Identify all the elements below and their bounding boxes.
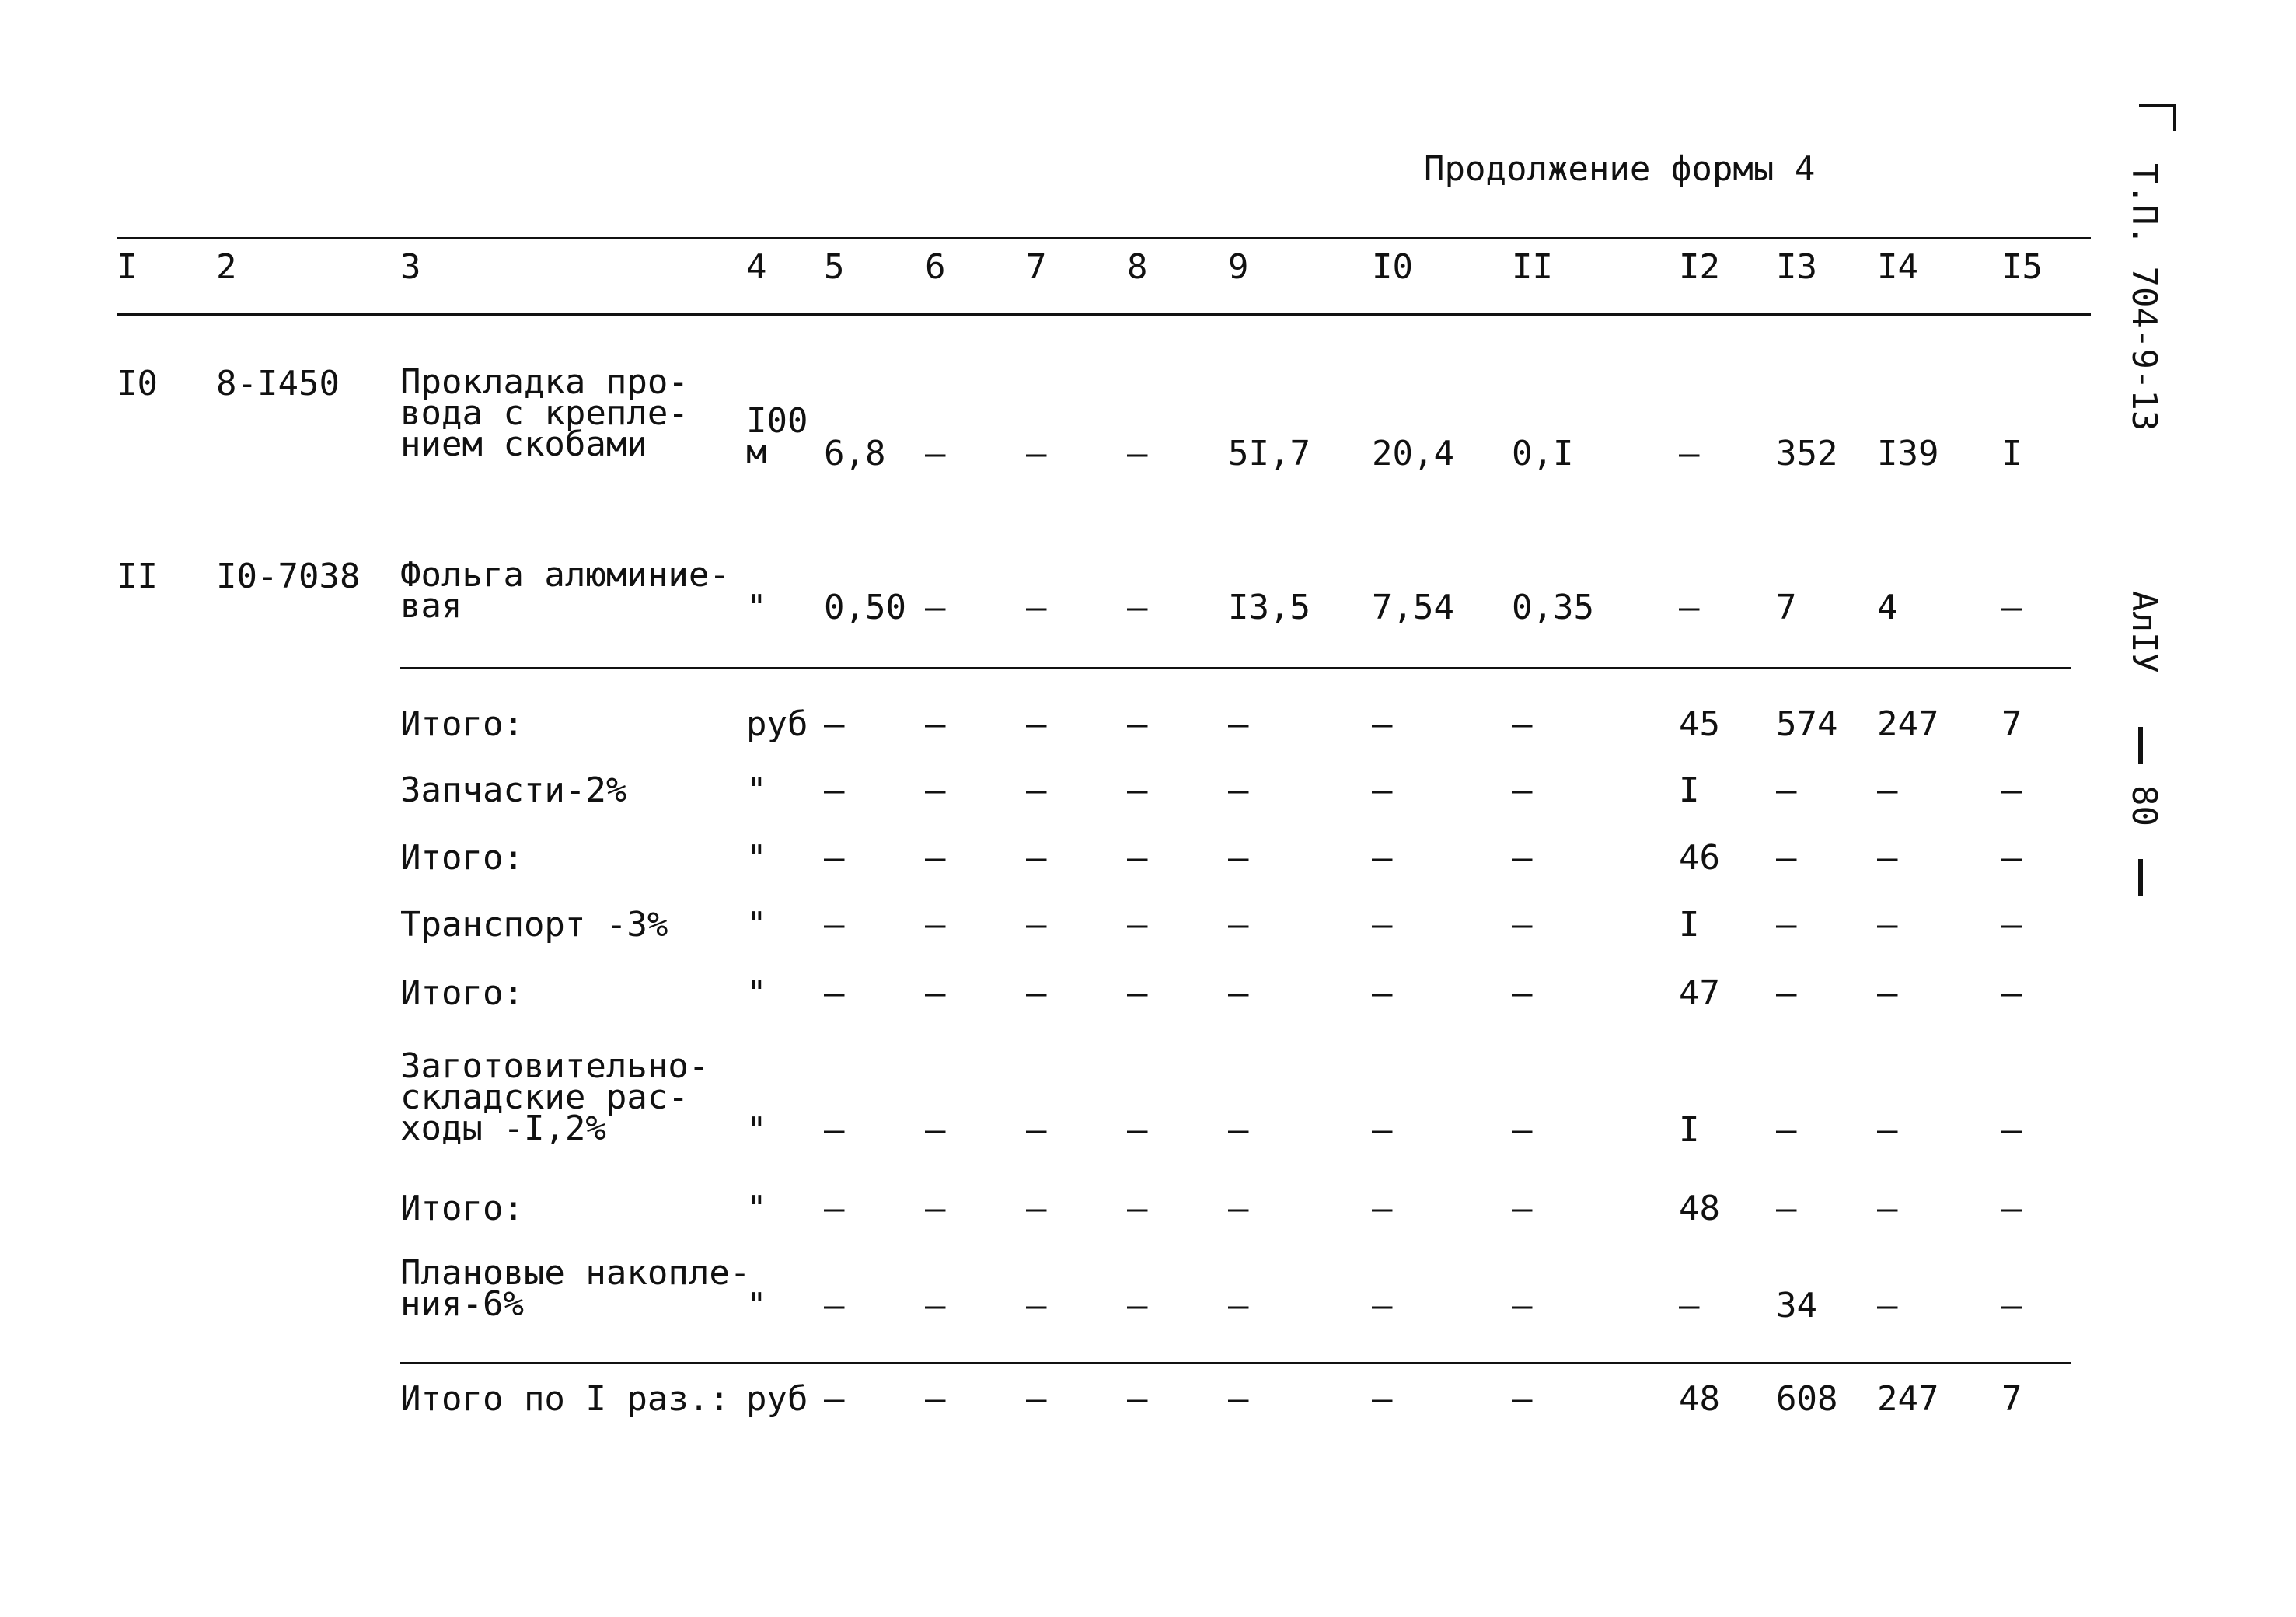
table-cell: – [1127,838,1148,878]
table-cell: – [1776,973,1797,1013]
table-cell: Итого: [400,838,524,878]
table-cell: – [1372,838,1393,878]
table-cell: Заготовительно- складские рас- ходы -I,2% [400,1046,710,1148]
doc-code-label: Т.П. 704-9-13 [2124,163,2164,431]
table-cell: – [925,704,946,744]
table-cell: – [1776,905,1797,945]
table-cell: – [925,1189,946,1228]
form-heading: Продолжение формы 4 [1424,149,1816,189]
table-cell: 0,35 [1512,588,1594,627]
table-cell: I00 м [746,401,808,472]
totals-rule [400,1362,2071,1364]
table-cell: " [746,588,767,627]
table-cell: – [1512,1286,1533,1325]
table-cell: – [1127,1379,1148,1419]
table-cell: – [1776,770,1797,810]
column-header: 7 [1026,247,1047,287]
table-cell: – [1228,973,1249,1013]
table-cell: 48 [1679,1189,1720,1228]
table-cell: Итого: [400,704,524,744]
table-cell: 608 [1776,1379,1838,1419]
table-cell: 47 [1679,973,1720,1013]
table-cell: – [1127,588,1148,627]
table-cell: – [1127,1286,1148,1325]
table-cell: Плановые накопле- ния-6% [400,1253,751,1324]
table-cell: – [1877,1110,1898,1150]
table-cell: I [1679,770,1700,810]
table-cell: I0-7038 [216,557,361,596]
table-cell: – [1877,905,1898,945]
table-cell: – [1372,1110,1393,1150]
table-cell: – [1026,1379,1047,1419]
page-dash-top [2138,727,2143,764]
table-cell: 352 [1776,434,1838,473]
table-cell: Фольга алюминие- вая [400,555,730,626]
table-cell: – [925,1286,946,1325]
table-cell: – [824,1379,845,1419]
table-cell: – [1512,770,1533,810]
column-header: 2 [216,247,237,287]
table-cell: II [117,557,158,596]
table-cell: – [925,588,946,627]
table-cell: Итого: [400,973,524,1013]
table-cell: Итого по I раз.: [400,1379,730,1419]
table-cell: I3,5 [1228,588,1310,627]
table-cell: 0,50 [824,588,906,627]
table-cell: – [925,838,946,878]
table-cell: I0 [117,364,158,403]
table-cell: – [1026,905,1047,945]
table-cell: – [824,770,845,810]
table-cell: I [1679,905,1700,945]
table-cell: " [746,838,767,878]
column-header: 9 [1228,247,1249,287]
column-header: I [117,247,138,287]
table-cell: – [1026,1110,1047,1150]
table-cell: – [1127,905,1148,945]
table-cell: – [1679,434,1700,473]
table-cell: – [1776,838,1797,878]
table-cell: – [824,704,845,744]
table-cell: " [746,973,767,1013]
table-cell: 7 [1776,588,1797,627]
table-cell: – [2001,838,2022,878]
table-cell: – [1372,770,1393,810]
table-cell: – [1026,1286,1047,1325]
column-header: I3 [1776,247,1817,287]
column-header: I2 [1679,247,1720,287]
table-cell: 247 [1877,704,1939,744]
table-cell: – [1512,1189,1533,1228]
table-cell: – [1512,838,1533,878]
table-cell: – [1026,973,1047,1013]
page-number: 80 [2124,785,2164,826]
table-cell: – [1512,1110,1533,1150]
table-cell: – [1026,770,1047,810]
column-header: 6 [925,247,946,287]
table-cell: 8-I450 [216,364,340,403]
column-header: 4 [746,247,767,287]
table-cell: – [925,905,946,945]
table-cell: – [1127,434,1148,473]
table-cell: – [925,1379,946,1419]
table-cell: – [1228,1379,1249,1419]
table-cell: – [925,770,946,810]
table-cell: – [1127,1189,1148,1228]
table-cell: 7 [2001,1379,2022,1419]
table-cell: 574 [1776,704,1838,744]
table-cell: руб [746,704,808,744]
table-cell: Итого: [400,1189,524,1228]
table-cell: – [824,1110,845,1150]
table-cell: Транспорт -3% [400,905,668,945]
table-cell: 7 [2001,704,2022,744]
table-cell: 5I,7 [1228,434,1310,473]
table-cell: – [824,1189,845,1228]
table-cell: – [925,434,946,473]
table-cell: – [1372,1286,1393,1325]
column-header: 5 [824,247,845,287]
header-top-rule [117,237,2091,239]
table-cell: – [1127,973,1148,1013]
table-cell: 34 [1776,1286,1817,1325]
table-cell: – [1127,770,1148,810]
table-cell: 48 [1679,1379,1720,1419]
table-cell: – [1127,1110,1148,1150]
table-cell: 7,54 [1372,588,1454,627]
table-cell: – [1372,973,1393,1013]
positions-end-rule [400,667,2071,669]
column-header: 8 [1127,247,1148,287]
table-cell: – [1776,1110,1797,1150]
table-cell: " [746,905,767,945]
table-cell: – [1228,1286,1249,1325]
table-cell: – [1026,704,1047,744]
table-cell: – [1877,1189,1898,1228]
table-cell: Прокладка про- вода с крепле- нием скобами [400,362,689,464]
table-cell: – [824,838,845,878]
table-cell: 247 [1877,1379,1939,1419]
column-header: I4 [1877,247,1918,287]
table-cell: – [1512,704,1533,744]
table-cell: – [2001,1189,2022,1228]
table-cell: I [2001,434,2022,473]
table-cell: – [2001,905,2022,945]
table-cell: – [1026,588,1047,627]
table-cell: – [1228,704,1249,744]
header-bottom-rule [117,313,2091,316]
table-cell: – [925,1110,946,1150]
table-cell: – [1228,770,1249,810]
table-cell: – [1679,1286,1700,1325]
table-cell: – [1776,1189,1797,1228]
table-cell: – [2001,973,2022,1013]
table-cell: Запчасти-2% [400,770,627,810]
table-cell: – [1228,1110,1249,1150]
table-cell: – [1877,770,1898,810]
table-cell: – [1512,973,1533,1013]
table-cell: руб [746,1379,808,1419]
table-cell: – [2001,1110,2022,1150]
table-cell: – [1877,1286,1898,1325]
table-cell: – [1372,1189,1393,1228]
table-cell: I [1679,1110,1700,1150]
table-cell: " [746,1189,767,1228]
table-cell: 0,I [1512,434,1574,473]
table-cell: – [1679,588,1700,627]
table-cell: – [925,973,946,1013]
table-cell: – [824,973,845,1013]
table-cell: – [1228,838,1249,878]
page-dash-bottom [2138,859,2143,896]
corner-mark [2139,104,2176,131]
table-cell: – [1228,1189,1249,1228]
table-cell: – [2001,1286,2022,1325]
column-header: I5 [2001,247,2043,287]
table-cell: – [1512,905,1533,945]
column-header: II [1512,247,1553,287]
table-cell: – [824,905,845,945]
table-cell: 6,8 [824,434,886,473]
table-cell: 46 [1679,838,1720,878]
table-cell: – [824,1286,845,1325]
album-label: АлIУ [2124,591,2164,673]
table-cell: " [746,1110,767,1150]
table-cell: – [1372,1379,1393,1419]
table-cell: – [2001,770,2022,810]
table-cell: – [1372,704,1393,744]
table-cell: – [1026,1189,1047,1228]
table-cell: – [1372,905,1393,945]
table-cell: " [746,1286,767,1325]
table-cell: – [1026,434,1047,473]
table-cell: – [1877,973,1898,1013]
table-cell: 45 [1679,704,1720,744]
table-cell: 20,4 [1372,434,1454,473]
table-cell: 4 [1877,588,1898,627]
table-cell: – [1127,704,1148,744]
table-cell: " [746,770,767,810]
table-cell: – [1026,838,1047,878]
table-cell: – [2001,588,2022,627]
column-header: I0 [1372,247,1413,287]
column-header: 3 [400,247,421,287]
table-cell: – [1512,1379,1533,1419]
table-cell: – [1877,838,1898,878]
table-cell: – [1228,905,1249,945]
table-cell: I39 [1877,434,1939,473]
